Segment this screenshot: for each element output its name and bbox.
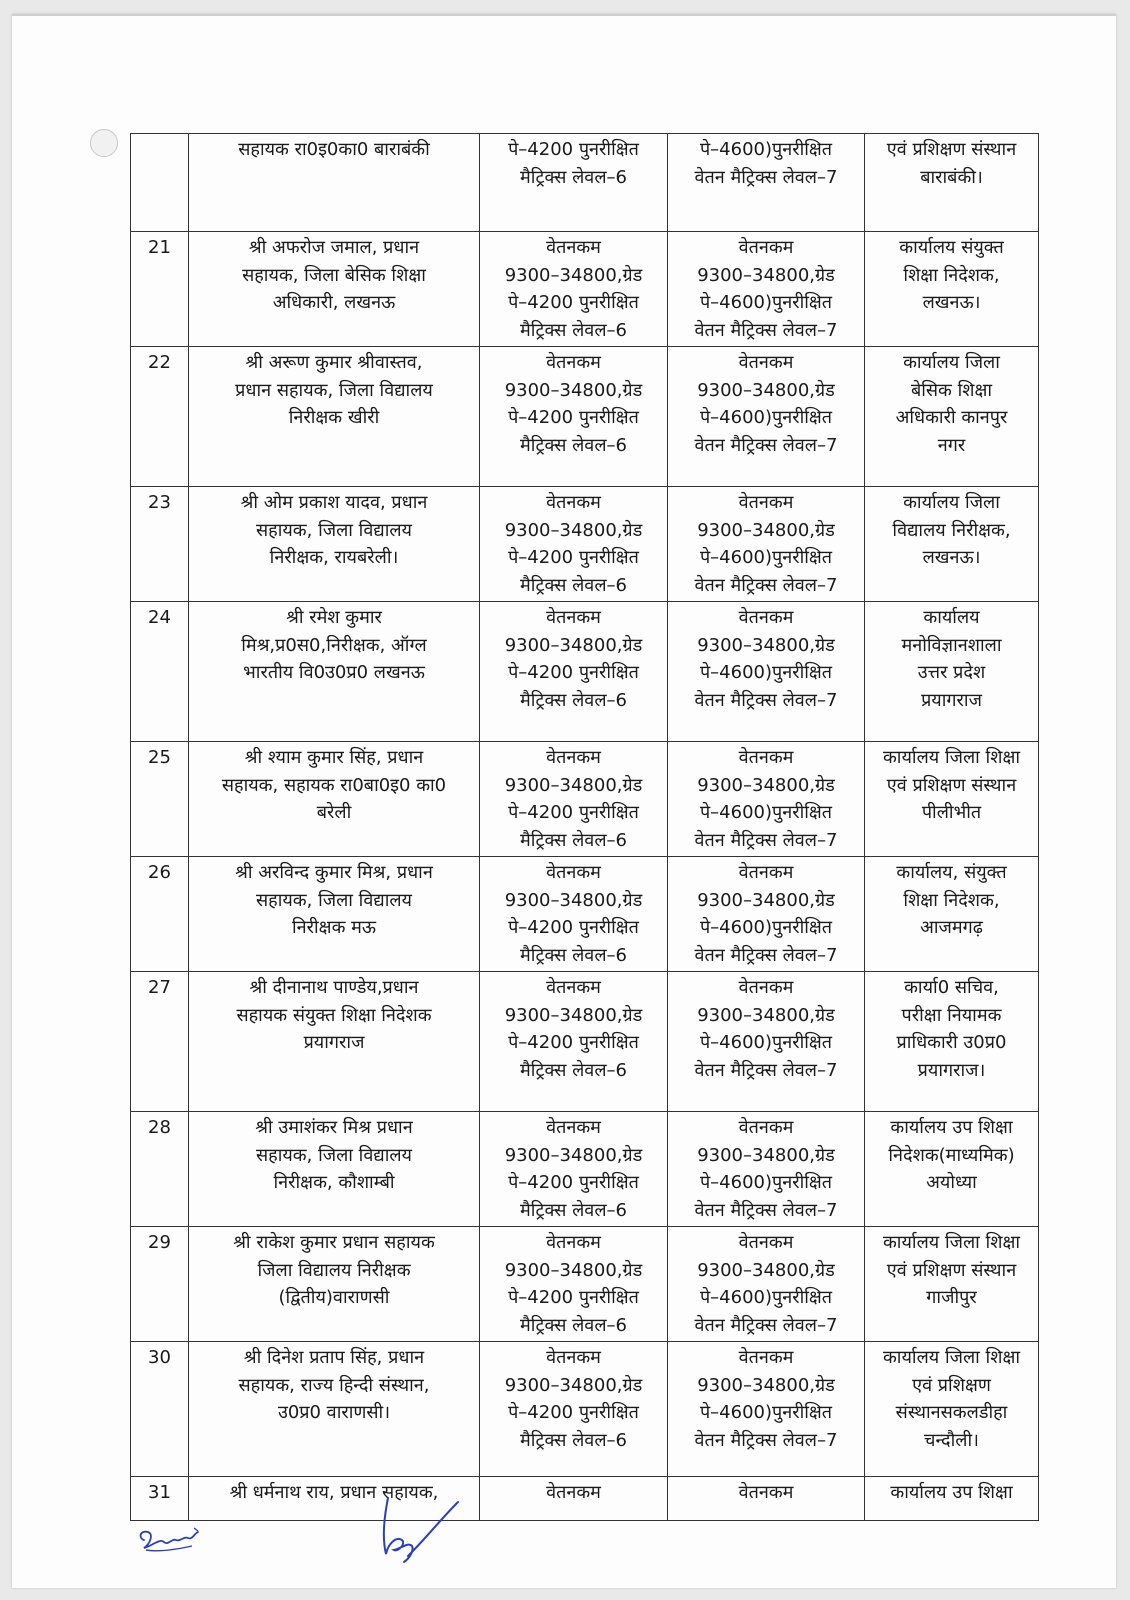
pay-scale-line: 9300–34800,ग्रेड bbox=[697, 519, 835, 541]
posting-office-cell: एवं प्रशिक्षण संस्थान बाराबंकी। bbox=[865, 134, 1039, 232]
employee-name-cell: श्री दिनेश प्रताप सिंह, प्रधान सहायक, राज्य हिन्दी संस्थान, उ0प्र0 वाराणसी। bbox=[189, 1342, 480, 1477]
pay-scale-line: पे–4600)पुनरीक्षित bbox=[699, 1402, 833, 1423]
serial-number-cell: 30 bbox=[131, 1342, 189, 1477]
current-pay-scale-cell bbox=[480, 1112, 668, 1227]
employee-name-cell: सहायक रा0इ0का0 बाराबंकी bbox=[189, 134, 480, 232]
pay-scale-line: मैट्रिक्स लेवल–6 bbox=[520, 166, 627, 188]
pay-scale-line: 9300–34800,ग्रेड bbox=[697, 1374, 835, 1396]
current-pay-scale-cell bbox=[480, 602, 668, 742]
serial-number-cell: 25 bbox=[131, 742, 189, 857]
table-row bbox=[131, 1477, 1039, 1521]
pay-scale-line: पे–4200 पुनरीक्षित bbox=[508, 1032, 639, 1053]
pay-scale-line: वेतनकम bbox=[546, 352, 601, 373]
pay-scale-line: पे–4600)पुनरीक्षित bbox=[699, 1172, 833, 1193]
pay-scale-line: पे–4200 पुनरीक्षित bbox=[508, 802, 639, 823]
pay-scale-line: 9300–34800,ग्रेड bbox=[697, 1144, 835, 1166]
pay-scale-line: वेतनकम bbox=[738, 352, 794, 373]
pay-scale-line: वेतनकम bbox=[546, 1117, 601, 1138]
serial-number-cell: 29 bbox=[131, 1227, 189, 1342]
table-row bbox=[131, 602, 1039, 742]
current-pay-scale-cell bbox=[480, 347, 668, 487]
serial-number-cell bbox=[131, 134, 189, 232]
posting-office-cell: कार्यालय जिला बेसिक शिक्षा अधिकारी कानपुर नगर bbox=[865, 347, 1039, 487]
table-row bbox=[131, 857, 1039, 972]
promoted-pay-scale-cell bbox=[668, 487, 865, 602]
pay-scale-line: 9300–34800,ग्रेड bbox=[504, 379, 643, 401]
employee-name-cell: श्री ओम प्रकाश यादव, प्रधान सहायक, जिला विद्यालय निरीक्षक, रायबरेली। bbox=[189, 487, 480, 602]
pay-scale-line: 9300–34800,ग्रेड bbox=[697, 774, 835, 796]
serial-number-cell: 24 bbox=[131, 602, 189, 742]
pay-scale-line: 9300–34800,ग्रेड bbox=[697, 264, 835, 286]
posting-office-cell: कार्यालय उप शिक्षा निदेशक(माध्यमिक) अयोध्या bbox=[865, 1112, 1039, 1227]
pay-scale-line: वेतनकम bbox=[738, 1347, 794, 1368]
pay-scale-line: पे–4200 पुनरीक्षित bbox=[508, 662, 639, 683]
promoted-pay-scale-cell bbox=[668, 134, 865, 232]
serial-number-cell: 27 bbox=[131, 972, 189, 1112]
pay-scale-line: पे–4200 पुनरीक्षित bbox=[508, 139, 639, 160]
pay-scale-line: पे–4200 पुनरीक्षित bbox=[508, 1402, 639, 1423]
promoted-pay-scale-cell bbox=[668, 742, 865, 857]
pay-scale-line: वेतनकम bbox=[738, 1117, 794, 1138]
promoted-pay-scale-cell bbox=[668, 1342, 865, 1477]
table-row bbox=[131, 972, 1039, 1112]
employee-name-cell: श्री अरूण कुमार श्रीवास्तव, प्रधान सहायक, जिला विद्यालय निरीक्षक खीरी bbox=[189, 347, 480, 487]
pay-scale-line: वेतन मैट्रिक्स लेवल–7 bbox=[694, 689, 838, 711]
serial-number-cell: 21 bbox=[131, 232, 189, 347]
table-row bbox=[131, 1342, 1039, 1477]
posting-office-cell: कार्यालय, संयुक्त शिक्षा निदेशक, आजमगढ़ bbox=[865, 857, 1039, 972]
pay-scale-line: वेतनकम bbox=[546, 237, 601, 258]
current-pay-scale-cell bbox=[480, 857, 668, 972]
pay-scale-line: वेतन मैट्रिक्स लेवल–7 bbox=[694, 434, 838, 456]
pay-scale-line: मैट्रिक्स लेवल–6 bbox=[520, 434, 627, 456]
posting-office-cell: कार्या0 सचिव, परीक्षा नियामक प्राधिकारी उ0प्र0 प्रयागराज। bbox=[865, 972, 1039, 1112]
table-row bbox=[131, 232, 1039, 347]
pay-scale-line: पे–4600)पुनरीक्षित bbox=[699, 802, 833, 823]
posting-office-cell: कार्यालय जिला विद्यालय निरीक्षक, लखनऊ। bbox=[865, 487, 1039, 602]
pay-scale-line: वेतन मैट्रिक्स लेवल–7 bbox=[694, 574, 838, 596]
current-pay-scale-cell bbox=[480, 1477, 668, 1521]
promoted-pay-scale-cell bbox=[668, 602, 865, 742]
pay-scale-line: पे–4200 पुनरीक्षित bbox=[508, 547, 639, 568]
pay-scale-line: मैट्रिक्स लेवल–6 bbox=[520, 319, 627, 341]
pay-scale-line: 9300–34800,ग्रेड bbox=[504, 1004, 643, 1026]
pay-scale-line: पे–4600)पुनरीक्षित bbox=[699, 407, 833, 428]
serial-number-cell: 22 bbox=[131, 347, 189, 487]
pay-scale-line: पे–4600)पुनरीक्षित bbox=[699, 662, 833, 683]
promoted-pay-scale-cell bbox=[668, 347, 865, 487]
pay-scale-line: वेतनकम bbox=[546, 1347, 601, 1368]
current-pay-scale-cell bbox=[480, 487, 668, 602]
pay-scale-line: मैट्रिक्स लेवल–6 bbox=[520, 689, 627, 711]
posting-office-cell: कार्यालय जिला शिक्षा एवं प्रशिक्षण संस्थान गाजीपुर bbox=[865, 1227, 1039, 1342]
table-row bbox=[131, 1227, 1039, 1342]
pay-scale-line: पे–4600)पुनरीक्षित bbox=[699, 1287, 833, 1308]
current-pay-scale-cell bbox=[480, 1227, 668, 1342]
pay-scale-line: वेतन मैट्रिक्स लेवल–7 bbox=[694, 319, 838, 341]
posting-office-cell: कार्यालय संयुक्त शिक्षा निदेशक, लखनऊ। bbox=[865, 232, 1039, 347]
pay-scale-line: मैट्रिक्स लेवल–6 bbox=[520, 944, 627, 966]
pay-scale-line: पे–4600)पुनरीक्षित bbox=[699, 139, 833, 160]
pay-scale-line: वेतनकम bbox=[738, 607, 794, 628]
posting-office-cell: कार्यालय मनोविज्ञानशाला उत्तर प्रदेश प्रयागराज bbox=[865, 602, 1039, 742]
pay-scale-line: वेतनकम bbox=[546, 1232, 601, 1253]
pay-scale-line: 9300–34800,ग्रेड bbox=[504, 889, 643, 911]
pay-scale-line: 9300–34800,ग्रेड bbox=[504, 1144, 643, 1166]
table-row bbox=[131, 487, 1039, 602]
pay-scale-line: पे–4200 पुनरीक्षित bbox=[508, 407, 639, 428]
pay-scale-line: पे–4200 पुनरीक्षित bbox=[508, 1287, 639, 1308]
pay-scale-line: वेतन मैट्रिक्स लेवल–7 bbox=[694, 1199, 838, 1221]
pay-scale-line: पे–4600)पुनरीक्षित bbox=[699, 292, 833, 313]
pay-scale-line: 9300–34800,ग्रेड bbox=[697, 1259, 835, 1281]
employee-name-cell: श्री श्याम कुमार सिंह, प्रधान सहायक, सहायक रा0बा0इ0 का0 बरेली bbox=[189, 742, 480, 857]
pay-scale-line: 9300–34800,ग्रेड bbox=[697, 634, 835, 656]
pay-scale-line: वेतनकम bbox=[738, 977, 794, 998]
pay-scale-line: पे–4600)पुनरीक्षित bbox=[699, 1032, 833, 1053]
table-row bbox=[131, 742, 1039, 857]
pay-scale-line: वेतन मैट्रिक्स लेवल–7 bbox=[694, 944, 838, 966]
pay-scale-line: 9300–34800,ग्रेड bbox=[504, 1374, 643, 1396]
pay-scale-line: वेतनकम bbox=[738, 492, 794, 513]
pay-scale-line: वेतनकम bbox=[738, 1232, 794, 1253]
pay-scale-line: पे–4200 पुनरीक्षित bbox=[508, 917, 639, 938]
serial-number-cell: 23 bbox=[131, 487, 189, 602]
pay-scale-line: वेतनकम bbox=[546, 607, 601, 628]
employee-name-cell: श्री रमेश कुमार मिश्र,प्र0स0,निरीक्षक, ऑग्ल भारतीय वि0उ0प्र0 लखनऊ bbox=[189, 602, 480, 742]
table-row bbox=[131, 134, 1039, 232]
pay-scale-line: वेतनकम bbox=[738, 747, 794, 768]
serial-number-cell: 26 bbox=[131, 857, 189, 972]
pay-scale-line: मैट्रिक्स लेवल–6 bbox=[520, 1429, 627, 1451]
pay-scale-line: 9300–34800,ग्रेड bbox=[504, 634, 643, 656]
serial-number-cell: 31 bbox=[131, 1477, 189, 1521]
pay-scale-line: पे–4200 पुनरीक्षित bbox=[508, 292, 639, 313]
document-page bbox=[12, 14, 1116, 1588]
pay-scale-line: 9300–34800,ग्रेड bbox=[504, 264, 643, 286]
pay-scale-line: वेतनकम bbox=[546, 862, 601, 883]
pay-scale-line: मैट्रिक्स लेवल–6 bbox=[520, 829, 627, 851]
employee-name-cell: श्री अरविन्द कुमार मिश्र, प्रधान सहायक, जिला विद्यालय निरीक्षक मऊ bbox=[189, 857, 480, 972]
pay-scale-line: मैट्रिक्स लेवल–6 bbox=[520, 1314, 627, 1336]
current-pay-scale-cell bbox=[480, 134, 668, 232]
pay-scale-line: वेतन मैट्रिक्स लेवल–7 bbox=[694, 1429, 838, 1451]
posting-office-cell: कार्यालय जिला शिक्षा एवं प्रशिक्षण संस्थान पीलीभीत bbox=[865, 742, 1039, 857]
transfer-table bbox=[130, 133, 1039, 1521]
employee-name-cell: श्री उमाशंकर मिश्र प्रधान सहायक, जिला विद्यालय निरीक्षक, कौशाम्बी bbox=[189, 1112, 480, 1227]
pay-scale-line: वेतन मैट्रिक्स लेवल–7 bbox=[694, 1314, 838, 1336]
posting-office-cell: कार्यालय उप शिक्षा bbox=[865, 1477, 1039, 1521]
pay-scale-line: वेतनकम bbox=[546, 1482, 601, 1503]
pay-scale-line: पे–4600)पुनरीक्षित bbox=[699, 547, 833, 568]
pay-scale-line: 9300–34800,ग्रेड bbox=[504, 774, 643, 796]
current-pay-scale-cell bbox=[480, 742, 668, 857]
signature-left bbox=[134, 1524, 210, 1558]
signature-right bbox=[368, 1488, 464, 1568]
pay-scale-line: 9300–34800,ग्रेड bbox=[697, 889, 835, 911]
current-pay-scale-cell bbox=[480, 1342, 668, 1477]
pay-scale-line: वेतनकम bbox=[546, 492, 601, 513]
employee-name-cell: श्री दीनानाथ पाण्डेय,प्रधान सहायक संयुक्त शिक्षा निदेशक प्रयागराज bbox=[189, 972, 480, 1112]
current-pay-scale-cell bbox=[480, 972, 668, 1112]
pay-scale-line: 9300–34800,ग्रेड bbox=[504, 1259, 643, 1281]
employee-name-cell: श्री अफरोज जमाल, प्रधान सहायक, जिला बेसिक शिक्षा अधिकारी, लखनऊ bbox=[189, 232, 480, 347]
employee-name-cell: श्री राकेश कुमार प्रधान सहायक जिला विद्यालय निरीक्षक (द्वितीय)वाराणसी bbox=[189, 1227, 480, 1342]
posting-office-cell: कार्यालय जिला शिक्षा एवं प्रशिक्षण संस्थानसकलडीहा चन्दौली। bbox=[865, 1342, 1039, 1477]
promoted-pay-scale-cell bbox=[668, 857, 865, 972]
promoted-pay-scale-cell bbox=[668, 972, 865, 1112]
punch-hole bbox=[90, 129, 118, 157]
promoted-pay-scale-cell bbox=[668, 1227, 865, 1342]
table-row bbox=[131, 1112, 1039, 1227]
pay-scale-line: 9300–34800,ग्रेड bbox=[697, 379, 835, 401]
table-row bbox=[131, 347, 1039, 487]
promoted-pay-scale-cell bbox=[668, 1477, 865, 1521]
pay-scale-line: वेतनकम bbox=[738, 237, 794, 258]
serial-number-cell: 28 bbox=[131, 1112, 189, 1227]
pay-scale-line: 9300–34800,ग्रेड bbox=[697, 1004, 835, 1026]
promoted-pay-scale-cell bbox=[668, 1112, 865, 1227]
employee-name-cell: श्री धर्मनाथ राय, प्रधान सहायक, bbox=[189, 1477, 480, 1521]
pay-scale-line: मैट्रिक्स लेवल–6 bbox=[520, 1059, 627, 1081]
pay-scale-line: 9300–34800,ग्रेड bbox=[504, 519, 643, 541]
pay-scale-line: वेतनकम bbox=[738, 1482, 794, 1503]
pay-scale-line: पे–4200 पुनरीक्षित bbox=[508, 1172, 639, 1193]
promoted-pay-scale-cell bbox=[668, 232, 865, 347]
pay-scale-line: मैट्रिक्स लेवल–6 bbox=[520, 1199, 627, 1221]
pay-scale-line: मैट्रिक्स लेवल–6 bbox=[520, 574, 627, 596]
pay-scale-line: पे–4600)पुनरीक्षित bbox=[699, 917, 833, 938]
current-pay-scale-cell bbox=[480, 232, 668, 347]
pay-scale-line: वेतन मैट्रिक्स लेवल–7 bbox=[694, 1059, 838, 1081]
pay-scale-line: वेतन मैट्रिक्स लेवल–7 bbox=[694, 829, 838, 851]
pay-scale-line: वेतनकम bbox=[546, 977, 601, 998]
pay-scale-line: वेतन मैट्रिक्स लेवल–7 bbox=[694, 166, 838, 188]
pay-scale-line: वेतनकम bbox=[738, 862, 794, 883]
pay-scale-line: वेतनकम bbox=[546, 747, 601, 768]
